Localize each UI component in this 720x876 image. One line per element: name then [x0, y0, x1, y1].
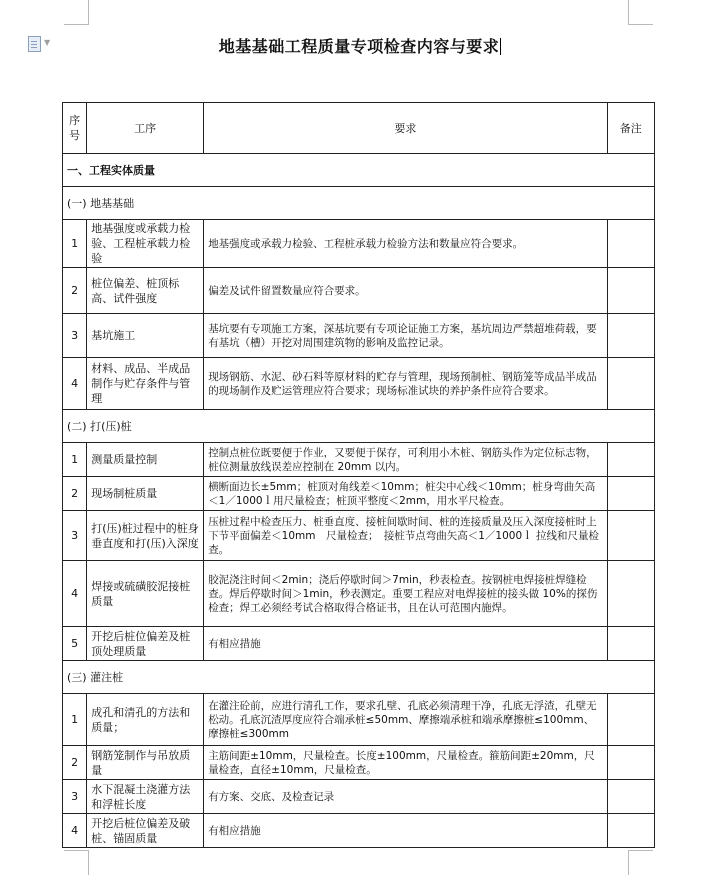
- row-remark: [607, 314, 654, 358]
- row-seq: 5: [63, 627, 87, 661]
- row-process: 测量质量控制: [87, 443, 204, 477]
- row-seq: 4: [63, 561, 87, 627]
- row-seq: 4: [63, 814, 87, 848]
- row-process: 打(压)桩过程中的桩身垂直度和打(压)入深度: [87, 511, 204, 561]
- row-process: 开挖后桩位偏差及桩顶处理质量: [87, 627, 204, 661]
- row-requirement: 主筋间距±10mm，尺量检查。长度±100mm，尺量检查。箍筋间距±20mm，尺量检查，直径±10mm，尺量检查。: [204, 746, 607, 780]
- row-seq: 1: [63, 443, 87, 477]
- subsection-title: (一) 地基基础: [63, 187, 655, 220]
- row-process: 基坑施工: [87, 314, 204, 358]
- row-seq: 2: [63, 268, 87, 314]
- section-title: 一、工程实体质量: [63, 154, 655, 187]
- crop-mark-top-right: [628, 0, 653, 25]
- row-process: 材料、成品、半成品制作与贮存条件与管理: [87, 358, 204, 410]
- row-process: 桩位偏差、桩顶标高、试件强度: [87, 268, 204, 314]
- row-process: 钢筋笼制作与吊放质量: [87, 746, 204, 780]
- row-remark: [607, 627, 654, 661]
- row-remark: [607, 268, 654, 314]
- row-seq: 1: [63, 220, 87, 268]
- row-requirement: 偏差及试件留置数量应符合要求。: [204, 268, 607, 314]
- table-row: [63, 780, 655, 814]
- header-requirement: 要求: [204, 103, 607, 154]
- section-row: [63, 154, 655, 187]
- table-row: [63, 268, 655, 314]
- subsection-row: [63, 187, 655, 220]
- row-seq: 2: [63, 477, 87, 511]
- row-remark: [607, 694, 654, 746]
- table-row: [63, 561, 655, 627]
- row-remark: [607, 780, 654, 814]
- table-row: [63, 746, 655, 780]
- row-process: 水下混凝土浇灌方法和浮桩长度: [87, 780, 204, 814]
- row-requirement: 控制点桩位既要便于作业，又要便于保存，可利用小木桩、钢筋头作为定位标志物，桩位测量放线误差应控制在 20mm 以内。: [204, 443, 607, 477]
- crop-mark-top-left: [64, 0, 89, 25]
- subsection-row: [63, 410, 655, 443]
- row-process: 焊接或硫磺胶泥接桩质量: [87, 561, 204, 627]
- row-seq: 3: [63, 780, 87, 814]
- row-requirement: 有方案、交底、及检查记录: [204, 780, 607, 814]
- table-row: [63, 358, 655, 410]
- row-remark: [607, 358, 654, 410]
- row-remark: [607, 746, 654, 780]
- subsection-title: (三) 灌注桩: [63, 661, 655, 694]
- inspection-table: [62, 102, 655, 848]
- header-remark: 备注: [607, 103, 654, 154]
- page-title[interactable]: [0, 34, 720, 57]
- row-requirement: 现场钢筋、水泥、砂石料等原材料的贮存与管理，现场预制桩、钢筋笼等成品半成品的现场制作及贮运管理应符合要求；现场标准试块的养护条件应符合要求。: [204, 358, 607, 410]
- row-seq: 3: [63, 511, 87, 561]
- table-row: [63, 694, 655, 746]
- subsection-row: [63, 661, 655, 694]
- table-row: [63, 314, 655, 358]
- table-row: [63, 627, 655, 661]
- row-process: 地基强度或承载力检验、工程桩承载力检验: [87, 220, 204, 268]
- table-header-row: [63, 103, 655, 154]
- subsection-title: (二) 打(压)桩: [63, 410, 655, 443]
- row-requirement: 基坑要有专项施工方案，深基坑要有专项论证施工方案，基坑周边严禁超堆荷载，要有基坑（槽）开挖对周围建筑物的影响及监控记录。: [204, 314, 607, 358]
- row-process: 开挖后桩位偏差及破桩、锚固质量: [87, 814, 204, 848]
- row-remark: [607, 814, 654, 848]
- row-requirement: 横断面边长±5mm；桩顶对角线差＜10mm；桩尖中心线＜10mm；桩身弯曲矢高＜1／1000ｌ用尺量检查；桩顶平整度＜2mm，用水平尺检查。: [204, 477, 607, 511]
- table-row: [63, 477, 655, 511]
- row-process: 成孔和清孔的方法和质量；: [87, 694, 204, 746]
- text-cursor: [500, 38, 501, 55]
- row-remark: [607, 561, 654, 627]
- table-row: [63, 443, 655, 477]
- row-requirement: 压桩过程中检查压力、桩垂直度、接桩间歇时间、桩的连接质量及压入深度接桩时上下节平面偏差＜10mm 尺量检查； 接桩节点弯曲矢高＜1／1000ｌ 拉线和尺量检查。: [204, 511, 607, 561]
- row-requirement: 有相应措施: [204, 627, 607, 661]
- crop-mark-bottom-right: [628, 850, 653, 875]
- row-requirement: 在灌注砼前，应进行清孔工作，要求孔壁、孔底必须清理干净，孔底无浮渣，孔壁无松动。孔底沉渣厚度应符合端承桩≤50mm、摩擦端承桩和端承摩擦桩≤100mm、摩擦桩≤300mm: [204, 694, 607, 746]
- header-process: 工序: [87, 103, 204, 154]
- table-row: [63, 814, 655, 848]
- row-requirement: 地基强度或承载力检验、工程桩承载力检验方法和数量应符合要求。: [204, 220, 607, 268]
- header-seq: 序号: [63, 103, 87, 154]
- table-row: [63, 511, 655, 561]
- row-seq: 2: [63, 746, 87, 780]
- chevron-down-icon[interactable]: ▼: [44, 38, 51, 47]
- row-seq: 4: [63, 358, 87, 410]
- row-requirement: 有相应措施: [204, 814, 607, 848]
- row-remark: [607, 477, 654, 511]
- row-remark: [607, 220, 654, 268]
- row-process: 现场制桩质量: [87, 477, 204, 511]
- page-title-text: 地基基础工程质量专项检查内容与要求: [218, 37, 500, 56]
- row-seq: 3: [63, 314, 87, 358]
- crop-mark-bottom-left: [64, 850, 89, 875]
- row-requirement: 胶泥浇注时间＜2min；浇后停歇时间＞7min，秒表检查。按钢桩电焊接桩焊缝检查。焊后停歇时间＞1min，秒表测定。重要工程应对电焊接桩的接头做 10%的探伤检查；焊工必须经考试合格取得合格证书，且在认可范围内施焊。: [204, 561, 607, 627]
- row-remark: [607, 443, 654, 477]
- table-row: [63, 220, 655, 268]
- row-remark: [607, 511, 654, 561]
- row-seq: 1: [63, 694, 87, 746]
